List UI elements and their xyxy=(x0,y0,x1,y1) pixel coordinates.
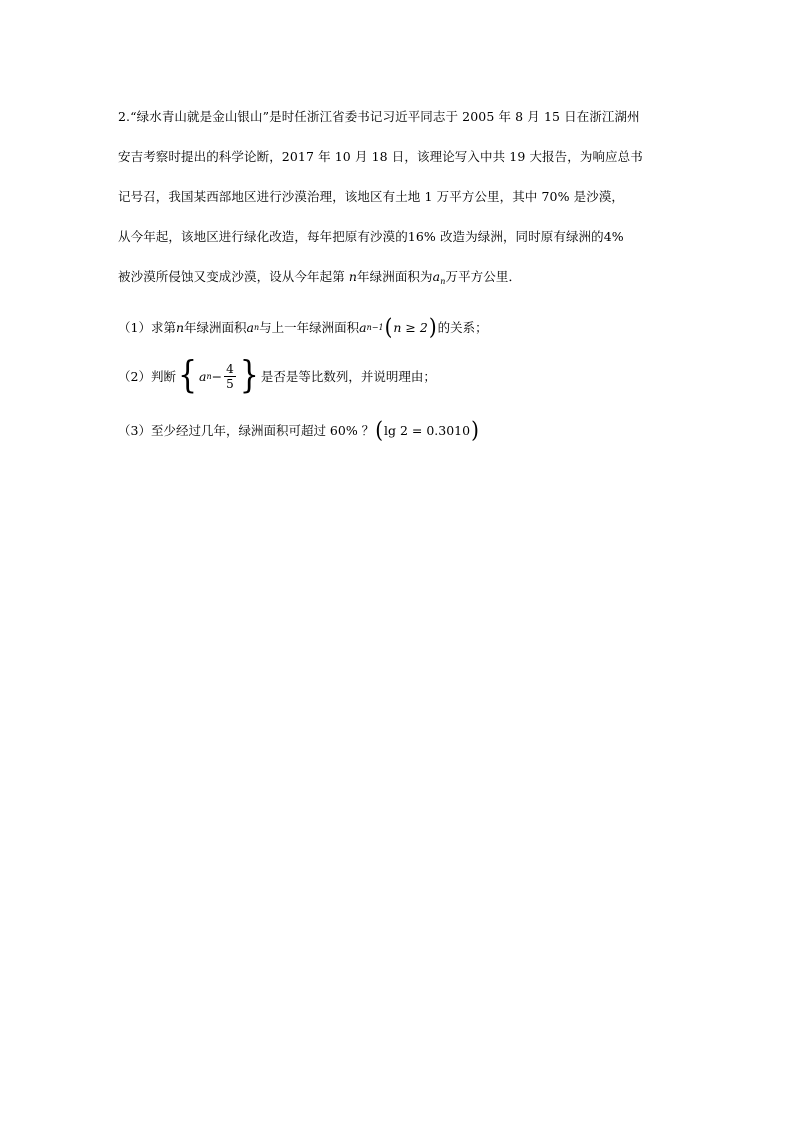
problem-line-5 xyxy=(118,264,678,304)
q1-right-paren: ) xyxy=(428,313,437,341)
q2-frac-numerator: 4 xyxy=(226,361,234,376)
q3-left-paren: ( xyxy=(375,416,383,444)
question-1 xyxy=(118,315,688,339)
q1-var-a-prev-subscript: n−1 xyxy=(366,322,384,332)
line5-text-after: 万平方公里． xyxy=(445,269,522,284)
q1-var-a-prev: a xyxy=(359,319,367,335)
q2-text: 是否是等比数列，并说明理由； xyxy=(260,369,436,384)
q1-text-2: 与上一年绿洲面积 xyxy=(259,320,360,335)
q1-label: （1）求第 xyxy=(118,320,176,335)
q1-condition: n ≥ 2 xyxy=(393,319,428,335)
q1-var-a-subscript: n xyxy=(253,322,260,332)
problem-line-4: 从今年起，该地区进行绿化改造，每年把原有沙漠的16% 改造为绿洲，同时原有绿洲的4% xyxy=(118,229,624,244)
var-a: a xyxy=(432,269,441,284)
line5-text-mid: 年绿洲面积为 xyxy=(357,269,433,284)
q2-var-a: a xyxy=(199,368,207,384)
problem-line-1: 2.“绿水青山就是金山银山”是时任浙江省委书记习近平同志于 2005 年 8 月 15 日在浙江湖州 xyxy=(118,109,640,124)
q3-hint: lg 2 = 0.3010 xyxy=(384,422,471,438)
q2-minus: − xyxy=(211,368,223,384)
var-a-subscript: n xyxy=(440,277,446,286)
question-3 xyxy=(118,418,688,442)
q2-fraction xyxy=(224,362,236,391)
q1-var-n: n xyxy=(175,319,185,335)
var-n: n xyxy=(348,269,358,284)
q2-right-brace: } xyxy=(239,353,259,398)
line5-text-before: 被沙漠所侵蚀又变成沙漠，设从今年起第 xyxy=(118,269,349,284)
q3-label: （3）至少经过几年，绿洲面积可超过 60% ？ xyxy=(118,423,375,438)
q1-text-1: 年绿洲面积 xyxy=(184,320,247,335)
problem-line-2: 安吉考察时提出的科学论断，2017 年 10 月 18 日，该理论写入中共 19 大报告，为响应总书 xyxy=(118,149,643,164)
q2-frac-denominator: 5 xyxy=(226,376,234,391)
problem-line-3: 记号召，我国某西部地区进行沙漠治理，该地区有土地 1 万平方公里，其中 70% 是沙漠， xyxy=(118,189,625,204)
q3-right-paren: ) xyxy=(471,416,479,444)
question-2 xyxy=(118,353,688,398)
q1-text-3: 的关系； xyxy=(437,320,488,335)
q2-label: （2）判断 xyxy=(118,369,176,384)
q1-left-paren: ( xyxy=(384,313,393,341)
q2-var-a-subscript: n xyxy=(206,371,212,381)
q1-var-a: a xyxy=(246,319,254,335)
problem-statement xyxy=(118,104,678,304)
q2-left-brace: { xyxy=(177,353,198,398)
